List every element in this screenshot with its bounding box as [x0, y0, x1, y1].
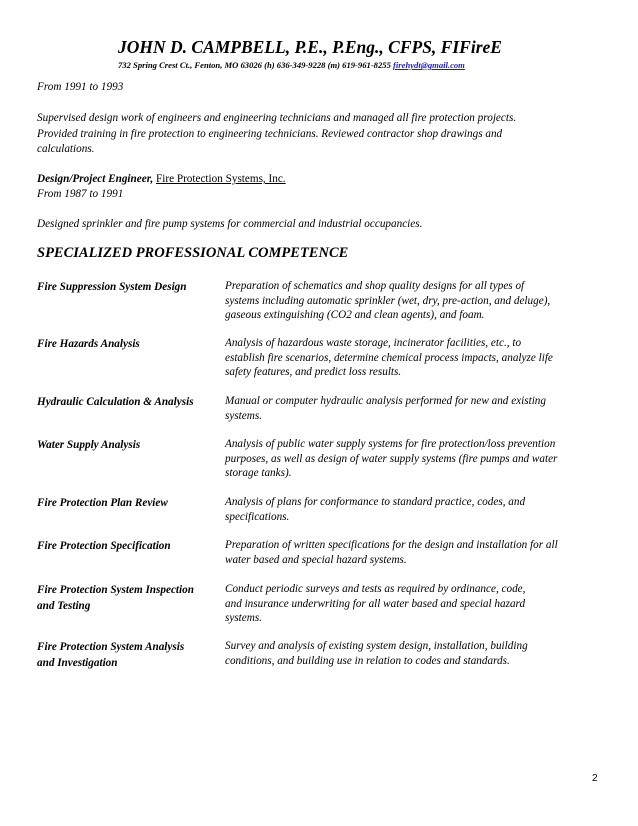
job-description-line: Provided training in fire protection to engineering technicians. Reviewed contractor shop drawings and	[37, 128, 503, 140]
contact-line	[118, 60, 465, 70]
section-title: SPECIALIZED PROFESSIONAL COMPETENCE	[37, 245, 349, 261]
job-role: Design/Project Engineer,	[37, 173, 154, 185]
competence-description: Survey and analysis of existing system design, installation, building	[225, 640, 528, 652]
competence-name: and Testing	[37, 600, 91, 612]
competence-description: gaseous extinguishing (CO2 and clean agents), and foam.	[225, 309, 485, 322]
competence-name: Fire Hazards Analysis	[37, 338, 140, 350]
competence-name: Fire Suppression System Design	[37, 281, 187, 293]
job-description-line: Designed sprinkler and fire pump systems for commercial and industrial occupancies.	[37, 218, 423, 230]
competence-description: systems.	[225, 612, 262, 625]
competence-name: Hydraulic Calculation & Analysis	[37, 396, 194, 408]
competence-description: Preparation of schematics and shop quality designs for all types of	[225, 280, 525, 292]
period-1987-1991: From 1987 to 1991	[37, 188, 124, 200]
competence-description: systems including automatic sprinkler (wet, dry, pre-action, and deluge),	[225, 294, 551, 307]
competence-name: and Investigation	[37, 657, 118, 669]
candidate-name: JOHN D. CAMPBELL, P.E., P.Eng., CFPS, FIFireE	[118, 37, 502, 57]
competence-description: establish fire scenarios, determine chemical process impacts, analyze life	[225, 351, 553, 364]
email-link[interactable]: firehydt@gmail.com	[393, 60, 465, 70]
competence-description: safety features, and predict loss results.	[225, 366, 402, 379]
competence-description: conditions, and building use in relation to codes and standards.	[225, 654, 510, 667]
job-title-line	[37, 172, 286, 187]
competence-description: water based and special hazard systems.	[225, 553, 407, 566]
competence-name: Fire Protection System Analysis	[37, 641, 185, 653]
competence-description: purposes, as well as design of water supply systems (fire pumps and water	[225, 452, 558, 465]
competence-description: Analysis of plans for conformance to standard practice, codes, and	[225, 496, 526, 508]
competence-description: specifications.	[225, 510, 290, 523]
page-number: 2	[592, 773, 598, 784]
period-1991-1993: From 1991 to 1993	[37, 81, 124, 93]
competence-description: Analysis of public water supply systems for fire protection/loss prevention	[225, 438, 556, 450]
competence-name: Water Supply Analysis	[37, 439, 141, 451]
competence-description: Conduct periodic surveys and tests as required by ordinance, code,	[225, 583, 526, 595]
job-description-line: calculations.	[37, 143, 95, 155]
competence-description: storage tanks).	[225, 467, 292, 480]
competence-name: Fire Protection Plan Review	[37, 497, 168, 509]
competence-description: and insurance underwriting for all water based and special hazard	[225, 597, 526, 610]
competence-name: Fire Protection Specification	[37, 540, 171, 552]
contact-address-phones: 732 Spring Crest Ct., Fenton, MO 63026 (h) 636-349-9228 (m) 619-961-8255	[118, 60, 391, 70]
competence-description: Analysis of hazardous waste storage, incinerator facilities, etc., to	[225, 337, 522, 349]
competence-description: Preparation of written specifications for the design and installation for all	[225, 539, 558, 551]
competence-name: Fire Protection System Inspection	[37, 584, 194, 596]
competence-description: Manual or computer hydraulic analysis performed for new and existing	[225, 395, 546, 407]
job-description-line: Supervised design work of engineers and engineering technicians and managed all fire protection projects.	[37, 112, 517, 124]
company-name: Fire Protection Systems, Inc.	[156, 173, 286, 185]
competence-description: systems.	[225, 409, 262, 422]
